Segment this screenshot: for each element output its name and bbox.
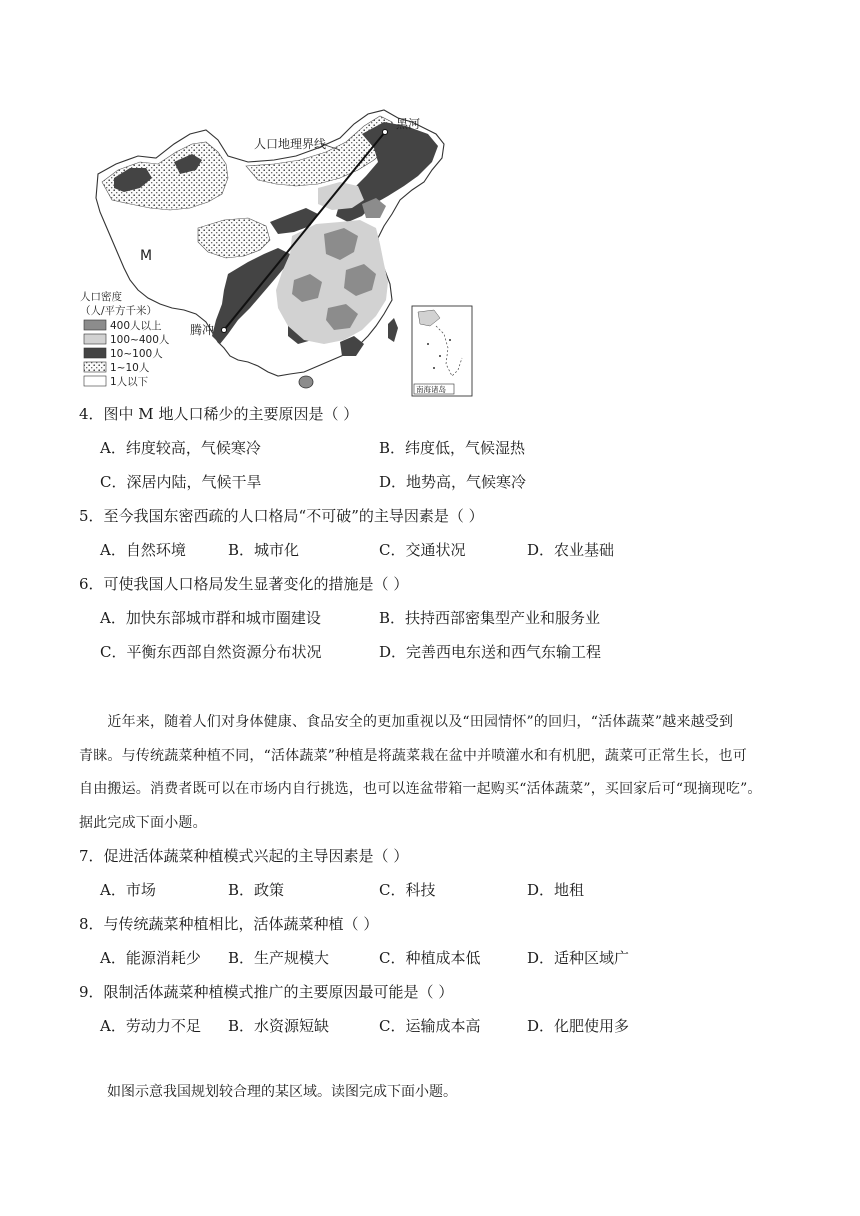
q8-option-d[interactable]: D．适种区域广 (527, 949, 630, 967)
q7-option-a[interactable]: A．市场 (100, 881, 156, 899)
population-density-map (78, 104, 478, 400)
legend-item: 100~400人 (110, 334, 170, 346)
hainan-island (299, 376, 313, 388)
legend-item: 1~10人 (110, 362, 150, 374)
legend (80, 290, 170, 388)
legend-unit: （人/平方千米） (80, 305, 158, 317)
legend-item: 400人以上 (110, 320, 162, 332)
q5-option-d[interactable]: D．农业基础 (527, 541, 615, 559)
legend-title: 人口密度 (80, 291, 122, 303)
q8-option-c[interactable]: C．种植成本低 (379, 949, 481, 967)
q9-option-c[interactable]: C．运输成本高 (379, 1017, 481, 1035)
inset-label: 南海诸岛 (416, 385, 446, 394)
question-9-stem: 9．限制活体蔬菜种植模式推广的主要原因最可能是（ ） (79, 983, 454, 1001)
q4-option-a[interactable]: A．纬度较高，气候寒冷 (100, 439, 261, 457)
q4-option-c[interactable]: C．深居内陆，气候干旱 (100, 473, 262, 491)
q5-option-a[interactable]: A．自然环境 (100, 541, 186, 559)
passage-line: 据此完成下面小题。 (79, 814, 207, 831)
q8-option-b[interactable]: B．生产规模大 (228, 949, 330, 967)
q7-option-b[interactable]: B．政策 (228, 881, 285, 899)
question-5-stem: 5．至今我国东密西疏的人口格局“不可破”的主导因素是（ ） (79, 507, 484, 525)
passage-line: 自由搬运。消费者既可以在市场内自行挑选，也可以连盆带箱一起购买“活体蔬菜”，买回家后可“现摘现吃”。 (79, 781, 762, 797)
q6-option-d[interactable]: D．完善西电东送和西气东输工程 (379, 643, 602, 661)
question-6-stem: 6．可使我国人口格局发生显著变化的措施是（ ） (79, 575, 409, 593)
question-4-stem: 4．图中 M 地人口稀少的主要原因是（ ） (79, 405, 359, 423)
q6-option-a[interactable]: A．加快东部城市群和城市圈建设 (100, 609, 321, 627)
label-population-line: 人口地理界线 (254, 137, 327, 151)
passage (79, 706, 785, 840)
q7-option-d[interactable]: D．地租 (527, 881, 585, 899)
q6-option-c[interactable]: C．平衡东西部自然资源分布状况 (100, 643, 322, 661)
q9-option-d[interactable]: D．化肥使用多 (527, 1017, 630, 1035)
q9-option-a[interactable]: A．劳动力不足 (100, 1017, 201, 1035)
q7-option-c[interactable]: C．科技 (379, 881, 436, 899)
q8-option-a[interactable]: A．能源消耗少 (100, 949, 201, 967)
label-m: M (140, 248, 153, 264)
taiwan-island (388, 318, 398, 342)
q4-option-d[interactable]: D．地势高，气候寒冷 (379, 473, 527, 491)
q4-option-b[interactable]: B．纬度低，气候湿热 (379, 439, 526, 457)
passage-line: 青睐。与传统蔬菜种植不同，“活体蔬菜”种植是将蔬菜栽在盆中并喷灌水和有机肥，蔬菜可正常生长，也可 (79, 747, 747, 764)
question-7-stem: 7．促进活体蔬菜种植模式兴起的主导因素是（ ） (79, 847, 409, 865)
legend-item: 1人以下 (110, 376, 149, 388)
legend-item: 10~100人 (110, 348, 163, 360)
q5-option-c[interactable]: C．交通状况 (379, 541, 466, 559)
label-tengchong: 腾冲 (190, 323, 215, 337)
south-china-sea-inset (412, 306, 472, 396)
label-heihe: 黑河 (396, 117, 421, 131)
final-prompt: 如图示意我国规划较合理的某区域。读图完成下面小题。 (79, 1084, 457, 1100)
q9-option-b[interactable]: B．水资源短缺 (228, 1017, 330, 1035)
q5-option-b[interactable]: B．城市化 (228, 541, 300, 559)
china-map-svg (78, 104, 478, 400)
question-8-stem: 8．与传统蔬菜种植相比，活体蔬菜种植（ ） (79, 915, 379, 933)
q6-option-b[interactable]: B．扶持西部密集型产业和服务业 (379, 609, 601, 627)
passage-line: 近年来，随着人们对身体健康、食品安全的更加重视以及“田园情怀”的回归，“活体蔬菜”越来越受到 (79, 714, 734, 730)
